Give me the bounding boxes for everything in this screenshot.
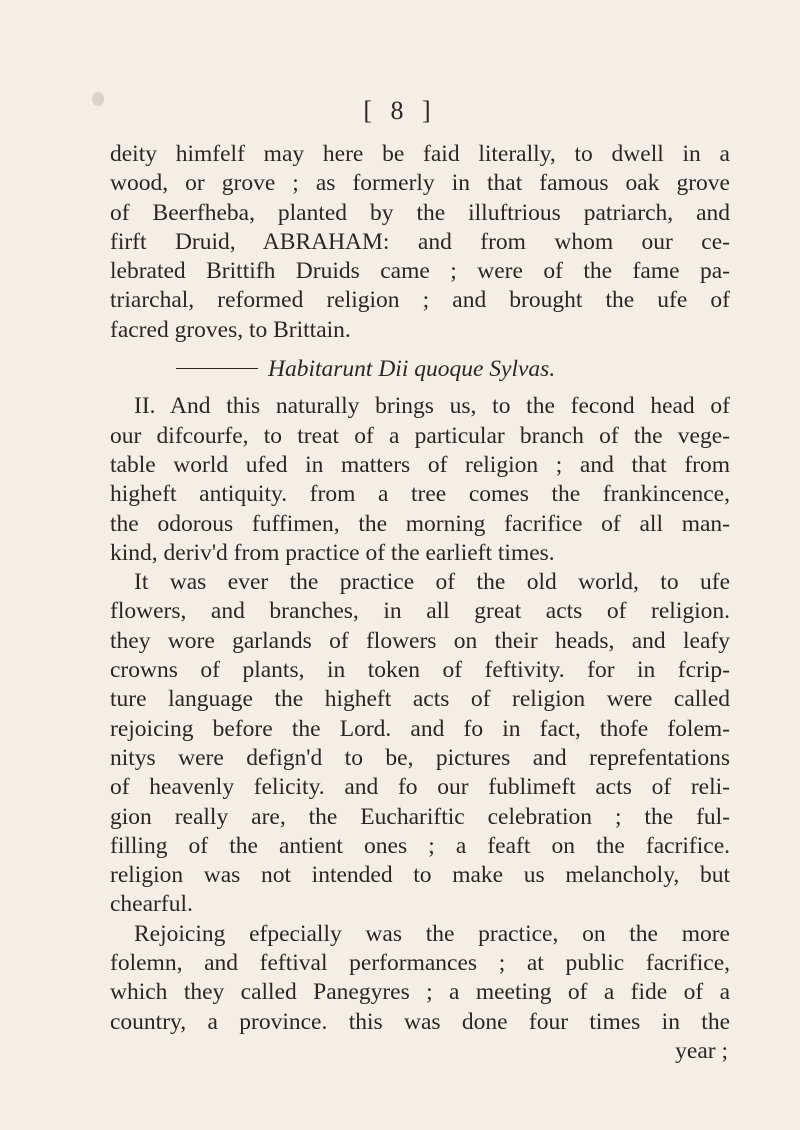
text-line: It was ever the practice of the old world, to ufe	[134, 569, 730, 596]
text-line: flowers, and branches, in all great acts of religion.	[110, 598, 730, 625]
text-line: folemn, and feftival performances ; at public facrifice,	[110, 950, 730, 977]
text-line: facred groves, to Brittain.	[110, 316, 351, 343]
text-line: wood, or grove ; as formerly in that famous oak grove	[110, 170, 730, 197]
text-line: Rejoicing efpecially was the practice, on the more	[134, 920, 730, 947]
page-number: [ 8 ]	[363, 96, 437, 125]
text-line: religion was not intended to make us melancholy, but	[110, 862, 730, 889]
text-line: firft Druid, ABRAHAM: and from whom our ce-	[110, 228, 730, 255]
catchword: year ;	[675, 1037, 728, 1064]
text-line: deity himfelf may here be faid literally, to dwell in a	[110, 141, 730, 167]
latin-quote	[110, 355, 730, 384]
quote-dash	[176, 368, 258, 369]
text-line: higheft antiquity. from a tree comes the frankincence,	[110, 481, 730, 508]
text-line: country, a province. this was done four times in the	[110, 1008, 730, 1035]
text-line: they wore garlands of flowers on their heads, and leafy	[110, 627, 730, 654]
text-line: lebrated Brittifh Druids came ; were of the fame pa-	[110, 258, 730, 285]
text-line: filling of the antient ones ; a feaft on the facrifice.	[110, 832, 730, 859]
text-line: II. And this naturally brings us, to the fecond head of	[134, 393, 730, 420]
latin-quote-text: Habitarunt Dii quoque Sylvas.	[268, 356, 556, 383]
text-line: crowns of plants, in token of feftivity. for in fcrip-	[110, 657, 730, 684]
text-line: triarchal, reformed religion ; and brought the ufe of	[110, 287, 730, 314]
text-line: which they called Panegyres ; a meeting of a fide of a	[110, 979, 730, 1006]
text-line: kind, deriv'd from practice of the earlieft times.	[110, 539, 555, 566]
text-line: our difcourfe, to treat of a particular branch of the vege-	[110, 422, 730, 449]
text-line: of heavenly felicity. and fo our fublimeft acts of reli-	[110, 774, 730, 801]
body-text	[110, 140, 730, 1066]
text-line: nitys were defign'd to be, pictures and reprefentations	[110, 744, 730, 771]
text-line: chearful.	[110, 891, 193, 918]
text-line: the odorous fuffimen, the morning facrifice of all man-	[110, 510, 730, 537]
text-line: table world ufed in matters of religion ; and that from	[110, 451, 730, 478]
text-line: rejoicing before the Lord. and fo in fact, thofe folem-	[110, 715, 730, 742]
text-line: ture language the higheft acts of religion were called	[110, 686, 730, 713]
text-line: of Beerfheba, planted by the illuftrious patriarch, and	[110, 199, 730, 226]
text-line: gion really are, the Euchariftic celebration ; the ful-	[110, 803, 730, 830]
